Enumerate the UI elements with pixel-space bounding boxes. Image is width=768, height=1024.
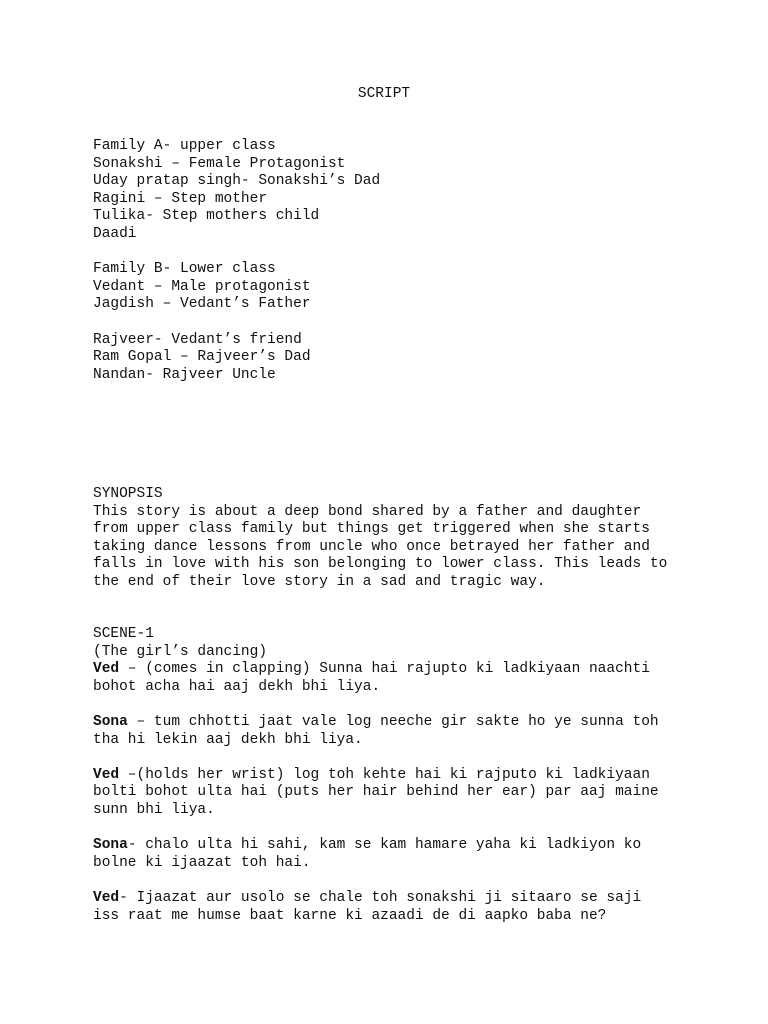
dialogue-block xyxy=(93,661,753,696)
dialogue-text: – (comes in clapping) Sunna hai rajupto ki ladkiyaan naachti xyxy=(119,661,650,678)
dialogue-line xyxy=(93,837,753,855)
family-b-group xyxy=(93,261,753,314)
synopsis-line: the end of their love story in a sad and tragic way. xyxy=(93,573,546,590)
cast-entry: Daadi xyxy=(93,225,137,242)
dialogue-line xyxy=(93,714,753,732)
speaker-name: Ved xyxy=(93,766,120,783)
dialogue-text: - chalo ulta hi sahi, kam se kam hamare yaha ki ladkiyon ko xyxy=(127,837,642,854)
cast-entry: Tulika- Step mothers child xyxy=(93,208,320,225)
dialogue-line: sunn bhi liya. xyxy=(93,801,215,818)
dialogue-line: iss raat me humse baat karne ki azaadi de di aapko baba ne? xyxy=(93,907,607,924)
speaker-name: Sona xyxy=(93,837,128,854)
cast-entry: Sonakshi – Female Protagonist xyxy=(93,155,346,172)
dialogue-block xyxy=(93,890,753,925)
family-b-heading: Family B- Lower class xyxy=(93,261,276,278)
cast-entry: Jagdish – Vedant’s Father xyxy=(93,296,311,313)
cast-entry: Uday pratap singh- Sonakshi’s Dad xyxy=(93,173,381,190)
family-a-group xyxy=(93,138,753,244)
synopsis-line: This story is about a deep bond shared by a father and daughter xyxy=(93,503,642,520)
dialogue-text: – tum chhotti jaat vale log neeche gir sakte ho ye sunna toh xyxy=(127,713,659,730)
dialogue-line: bolti bohot ulta hai (puts her hair behind her ear) par aaj maine xyxy=(93,784,659,801)
dialogue-block xyxy=(93,837,753,872)
dialogue-line xyxy=(93,767,753,785)
cast-entry: Ram Gopal – Rajveer’s Dad xyxy=(93,349,311,366)
synopsis-line: taking dance lessons from uncle who once betrayed her father and xyxy=(93,538,650,555)
other-characters-group xyxy=(93,332,753,385)
dialogue-block xyxy=(93,767,753,820)
dialogue-line: bolne ki ijaazat toh hai. xyxy=(93,854,311,871)
cast-entry: Ragini – Step mother xyxy=(93,190,268,207)
dialogue-line: bohot acha hai aaj dekh bhi liya. xyxy=(93,678,381,695)
synopsis-line: from upper class family but things get triggered when she starts xyxy=(93,521,650,538)
cast-entry: Vedant – Male protagonist xyxy=(93,278,311,295)
cast-entry: Rajveer- Vedant’s friend xyxy=(93,331,302,348)
synopsis-heading: SYNOPSIS xyxy=(93,486,163,502)
speaker-name: Ved xyxy=(93,661,120,678)
dialogue-line xyxy=(93,890,753,908)
dialogue-block xyxy=(93,714,753,749)
speaker-name: Sona xyxy=(93,713,128,730)
speaker-name: Ved xyxy=(93,889,120,906)
dialogue-line: tha hi lekin aaj dekh bhi liya. xyxy=(93,731,363,748)
synopsis-line: falls in love with his son belonging to lower class. This leads to xyxy=(93,556,668,573)
scene-section xyxy=(93,626,753,925)
scene-heading: SCENE-1 xyxy=(93,626,154,642)
dialogue-line xyxy=(93,661,753,679)
dialogue-text: –(holds her wrist) log toh kehte hai ki rajputo ki ladkiyaan xyxy=(119,766,650,783)
stage-direction: (The girl’s dancing) xyxy=(93,643,268,660)
cast-entry: Nandan- Rajveer Uncle xyxy=(93,366,276,383)
synopsis-section xyxy=(93,486,753,592)
dialogue-text: - Ijaazat aur usolo se chale toh sonakshi ji sitaaro se saji xyxy=(119,889,642,906)
family-a-heading: Family A- upper class xyxy=(93,138,276,154)
page-title: SCRIPT xyxy=(357,86,411,102)
cast-list xyxy=(93,138,753,384)
